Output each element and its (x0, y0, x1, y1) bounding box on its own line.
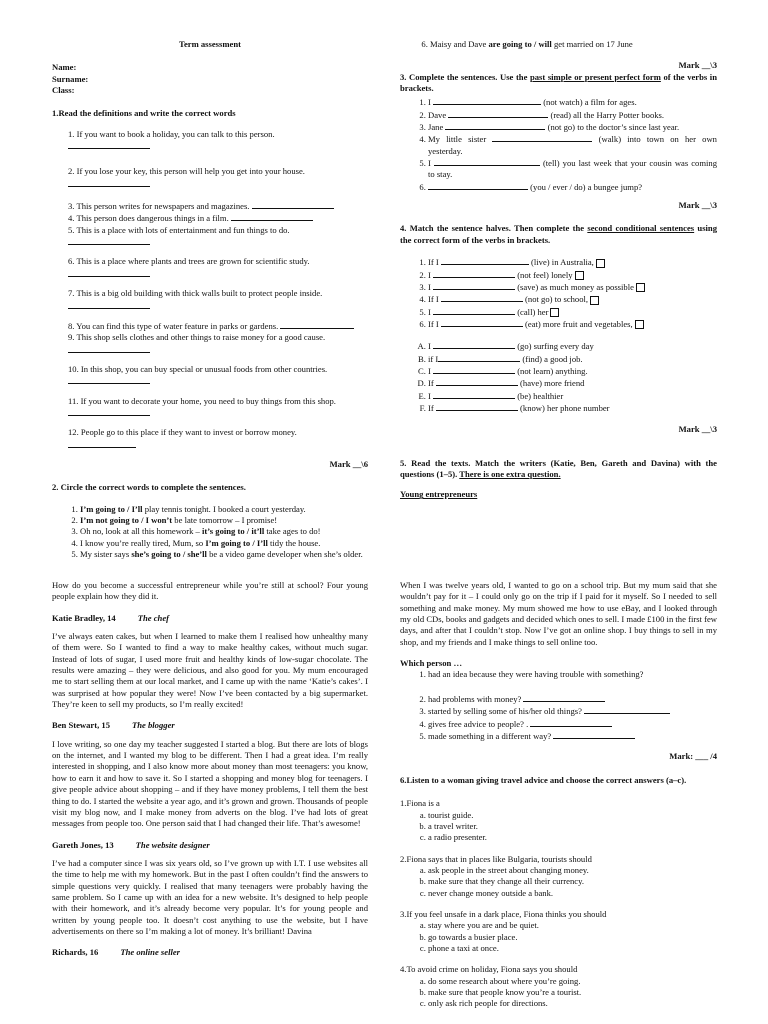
heading-text: of the verbs in brackets. (400, 71, 717, 94)
sentence-end: (tell) you last week that your cousin was coming to stay. (428, 158, 717, 180)
ex4-first-item (428, 256, 717, 268)
writer-name: Ben Stewart, 15 (52, 720, 110, 731)
sentence-start: I (428, 97, 431, 108)
ex1-item-5: 5. This is a place with lots of entertainment and fun things to do. (68, 224, 290, 235)
writer-role: The website designer (135, 839, 210, 850)
sentence-start: If I (428, 294, 439, 305)
ex5-question (428, 718, 717, 730)
sentence-end: (not watch) a film for ages. (543, 97, 637, 108)
answer-blank[interactable] (433, 96, 541, 105)
answer-blank[interactable] (523, 693, 605, 702)
sentence-start: Jane (428, 122, 444, 133)
ex6-options (400, 810, 717, 844)
sentence-start: If I (428, 318, 439, 329)
sentence-text: My sister says (80, 549, 132, 559)
answer-blank[interactable] (441, 293, 523, 302)
ex2-item (80, 504, 368, 515)
ex3-list (400, 96, 717, 193)
writer-heading (52, 840, 368, 851)
ex2-heading: 2. Circle the correct words to complete the sentences. (52, 482, 246, 493)
answer-blank[interactable] (441, 256, 529, 265)
ex1-item-12: 12. People go to this place if they want to invest or borrow money. (68, 427, 297, 438)
answer-option[interactable]: b. a travel writer. (428, 821, 717, 832)
answer-blank[interactable] (433, 269, 515, 278)
ex3-item (428, 157, 717, 181)
writer-text: I love writing, so one day my teacher suggested I started a blog. But there are lots of blogs on the internet, and I wanted my blog to be different. Then I had a great idea. I’m really interested in shopping, and I also know more about money than most teenagers: you know, how to earn it and how to save it. So I started a shopping and money blog for teenagers. I give people advice about shopping – and if they have money problems, I tell them the best thing to do. I started the website a year ago, and it’s grown and grown. Thousands of people visit my blog now, and I make money from adverts on the blog. I’ve had lots of great messages from people too. One person said that I had changed their life. That’s awesome! (52, 738, 368, 829)
ex4-second-item (428, 365, 717, 377)
answer-blank[interactable] (448, 109, 548, 118)
sentence-start: If I (428, 257, 439, 268)
choice-option[interactable]: she’s going to / she’ll (131, 549, 207, 559)
article-intro: How do you become a successful entrepreneur while you’re still at school? Four young people explain how they did it. (52, 580, 368, 602)
heading-text: using the correct form of the verbs in brackets. (400, 223, 718, 245)
answer-blank[interactable] (68, 439, 136, 448)
answer-blank[interactable] (68, 344, 150, 353)
writer-role: The online seller (120, 947, 181, 958)
writer-text: I’ve had a computer since I was six years old, so I’ve grown up with I.T. I use websites all the time to help me with my homework. But in the past I often couldn’t find the answers to simple questions very quickly. I realised that many teenagers were probably having the same problem. So I came up with an idea for a new website. It’s designed to help people with their homework, and it’s already become very popular. It’s for young people and written by young people too. It doesn’t cost anything to use the website, but I have advertisements on there so I’m making a lot of money. It’s brilliant! Davina (52, 857, 368, 936)
sentence-text: Oh no, look at all this homework – (80, 526, 202, 537)
answer-blank[interactable] (252, 200, 334, 209)
answer-blank[interactable] (231, 212, 313, 221)
answer-blank[interactable] (436, 377, 518, 386)
sentence-text: be late tomorrow – I promise! (172, 514, 278, 525)
ex6-question: 2.Fiona says that in places like Bulgaria, tourists should (400, 853, 592, 864)
ex3-mark: Mark __\3 (678, 200, 717, 211)
ex3-item (428, 133, 717, 157)
question-text: started by selling some of his/her old things? (428, 706, 582, 717)
ex1-item-2: 2. If you lose your key, this person will help you get into your house. (68, 166, 305, 177)
ex6-heading: 6.Listen to a woman giving travel advice and choose the correct answers (a–c). (400, 774, 687, 785)
answer-blank[interactable] (434, 157, 540, 166)
ex3-item (428, 181, 717, 193)
choice-option[interactable]: are going to / will (488, 39, 552, 49)
ex3-item (428, 109, 717, 121)
question-text: had an idea because they were having trouble with something? (428, 669, 644, 680)
sentence-start: If (428, 402, 434, 413)
sentence-end: (not learn) anything. (517, 365, 588, 376)
article-column (52, 580, 368, 966)
ex5-mark: Mark: ___ /4 (669, 751, 717, 762)
ex5-question (428, 669, 717, 693)
writer-role: The chef (137, 612, 169, 623)
answer-blank[interactable] (492, 133, 592, 142)
sentence-end: (know) her phone number (520, 402, 610, 413)
answer-blank[interactable] (280, 320, 354, 329)
ex4-second-item (428, 402, 717, 414)
sentence-end: (be) healthier (517, 390, 564, 401)
match-box[interactable] (590, 296, 599, 305)
answer-blank[interactable] (68, 300, 150, 309)
ex4-second-item (428, 377, 717, 389)
sentence-end: (not feel) lonely (517, 269, 573, 280)
writer-text: When I was twelve years old, I wanted to go on a school trip. But my mum said that she wouldn’t pay for it – I could only go on the trip if I paid for it myself. So I needed to sell something and make money. My mum showed me how to use eBay, and I looked through my old CDs, books and gadgets and decided which ones to sell. I made £100 in the first few days, and after that I couldn’t stop. Now I’ve got an online shop. I buy things to sell in my shop, and my friends and I make things to sell online too. (400, 580, 717, 647)
answer-blank[interactable] (68, 375, 150, 384)
sentence-end: (read) all the Harry Potter books. (550, 109, 665, 120)
answer-blank[interactable] (530, 718, 612, 727)
ex4-heading (400, 223, 717, 246)
ex4-second-item (428, 390, 717, 402)
choice-option[interactable]: I’m going to / I’ll (80, 503, 143, 514)
answer-option[interactable]: c. a radio presenter. (428, 832, 717, 843)
ex6-question: 1.Fiona is a (400, 798, 440, 809)
writer-name: Gareth Jones, 13 (52, 839, 114, 850)
heading-text: 5. Read the texts. Match the writers (Katie, Ben, Gareth and Davina) with the questions (1–5). (400, 457, 717, 479)
answer-blank[interactable] (433, 306, 515, 315)
ex1-item-10: 10. In this shop, you can buy special or unusual foods from other countries. (68, 363, 328, 374)
sentence-start: I (428, 306, 431, 317)
ex1-item-6: 6. This is a place where plants and trees are grown for scientific study. (68, 256, 310, 267)
sentence-end: (walk) into town on her own yesterday. (428, 134, 717, 156)
ex5-questions (400, 669, 717, 742)
sentence-end: (have) more friend (520, 378, 585, 389)
ex1-heading: 1.Read the definitions and write the correct words (52, 108, 236, 119)
ex1-list (52, 129, 368, 451)
sentence-text: tidy the house. (267, 537, 321, 548)
writer-heading (52, 947, 368, 958)
sentence-start: I (428, 365, 431, 376)
ex1-item-8: 8. You can find this type of water feature in parks or gardens. (68, 320, 279, 331)
answer-blank[interactable] (445, 121, 545, 130)
ex4-first-item (428, 306, 717, 318)
answer-blank[interactable] (433, 340, 515, 349)
heading-text: 3. Complete the sentences. Use the (400, 71, 530, 82)
answer-option[interactable]: a. ask people in the street about changing money. (428, 865, 717, 876)
ex5-heading (400, 458, 717, 481)
answer-blank[interactable] (441, 318, 523, 327)
ex3-item (428, 96, 717, 108)
ex2-item (80, 515, 368, 526)
ex4-second-item (428, 340, 717, 352)
question-text: gives free advice to people? . (428, 718, 529, 729)
sentence-text: be a video game developer when she’s older. (206, 549, 363, 559)
which-person-label: Which person … (400, 658, 463, 669)
sentence-start: I (428, 341, 431, 352)
ex4-first-item (428, 281, 717, 293)
answer-option[interactable]: b. go towards a busier place. (428, 932, 717, 943)
surname-field: Surname: (52, 73, 89, 84)
answer-blank[interactable] (584, 705, 670, 714)
ex1-item-4: 4. This person does dangerous things in a film. (68, 213, 229, 224)
writer-role: The blogger (132, 720, 175, 731)
answer-blank[interactable] (68, 140, 150, 149)
answer-blank[interactable] (428, 181, 528, 190)
ex1-item-7: 7. This is a big old building with thick walls built to protect people inside. (68, 288, 323, 299)
sentence-end: (live) in Australia, (531, 257, 594, 268)
answer-blank[interactable] (553, 730, 635, 739)
sentence-start: My little sister (428, 134, 487, 145)
ex4-mark: Mark __\3 (678, 424, 717, 435)
heading-text: 4. Match the sentence halves. Then complete the (400, 223, 588, 234)
answer-blank[interactable] (433, 390, 515, 399)
sentence-start: I (428, 390, 431, 401)
writer-text: I’ve always eaten cakes, but when I learned to make them I realised how unhealthy many of them were. So I wanted to find a way to make healthy cakes, without much sugar. Instead of lots of sugar, I used more fruit and healthy kinds of low-sugar chocolate. The results were amazing – they were delicious, and also good for you. My mum encouraged me to start selling them at our local market, and I came up with the name ‘Katie’s cakes’. I was surprised at how popular they were! Now I’ve been contacted by a big supermarket. They’re keen to sell my products, so I’m really excited! (52, 631, 368, 710)
sentence-start: if I (428, 353, 439, 364)
sentence-text: I know you’re really tired, Mum, so (80, 537, 206, 548)
question-text: had problems with money? (428, 694, 522, 705)
ex6-options (400, 976, 717, 1010)
answer-blank[interactable] (68, 407, 150, 416)
answer-option[interactable]: c. phone a taxi at once. (428, 943, 717, 954)
ex2-item (80, 538, 368, 549)
writer-heading (52, 613, 368, 624)
question-text: made something in a different way? (428, 731, 552, 742)
match-box[interactable] (636, 283, 645, 292)
choice-option[interactable]: I’m not going to / I won’t (80, 514, 173, 525)
answer-blank[interactable] (68, 178, 150, 187)
sentence-text: Maisy and Dave (430, 39, 489, 49)
ex4-first-halves (400, 256, 717, 330)
sentence-end: (go) surfing every day (517, 341, 594, 352)
ex1-item-9: 9. This shop sells clothes and other things to raise money for a good cause. (68, 332, 326, 343)
sentence-start: Dave (428, 109, 447, 120)
ex1-item-3: 3. This person writes for newspapers and magazines. (68, 201, 250, 212)
name-field: Name: (52, 62, 77, 73)
answer-blank[interactable] (436, 402, 518, 411)
heading-underlined: past simple or present perfect form (529, 71, 661, 82)
ex1-mark: Mark __\6 (329, 458, 368, 469)
answer-option[interactable]: a. stay where you are and be quiet. (428, 920, 717, 931)
ex5-question (428, 705, 717, 717)
sentence-end: (eat) more fruit and vegetables, (525, 318, 633, 329)
ex1-item-11: 11. If you want to decorate your home, you need to buy things from this shop. (68, 395, 336, 406)
ex6-question: 4.To avoid crime on holiday, Fiona says you should (400, 964, 578, 975)
match-box[interactable] (635, 320, 644, 329)
writer-heading (52, 720, 368, 731)
ex2-mark: Mark __\3 (678, 60, 717, 71)
heading-underlined: There is one extra question. (459, 468, 561, 479)
match-box[interactable] (596, 259, 605, 268)
answer-option[interactable]: b. make sure that people know you’re a tourist. (428, 987, 717, 998)
ex3-item (428, 121, 717, 133)
heading-underlined: second conditional sentences (587, 223, 695, 234)
sentence-text: get married on 17 June (551, 39, 633, 49)
answer-blank[interactable] (433, 281, 515, 290)
answer-blank[interactable] (433, 365, 515, 374)
ex4-first-item (428, 318, 717, 330)
ex4-first-item (428, 269, 717, 281)
ex4-first-item (428, 293, 717, 305)
sentence-end: (not go) to school, (525, 294, 589, 305)
ex2-item (80, 549, 368, 560)
sentence-start: I (428, 269, 431, 280)
ex6-options (400, 865, 717, 899)
answer-option[interactable]: c. never change money outside a bank. (428, 888, 717, 899)
answer-option[interactable]: c. only ask rich people for directions. (428, 998, 717, 1009)
class-field: Class: (52, 85, 75, 96)
answer-option[interactable]: a. tourist guide. (428, 810, 717, 821)
match-box[interactable] (550, 308, 559, 317)
sentence-end: (not go) to the doctor’s since last year. (547, 122, 680, 133)
choice-option[interactable]: I’m going to / I’ll (205, 537, 268, 548)
match-box[interactable] (575, 271, 584, 280)
ex5-question (428, 693, 717, 705)
ex2-list (52, 504, 368, 561)
sentence-end: (find) a good job. (522, 353, 583, 364)
right-top-column (400, 39, 717, 501)
sentence-end: (you / ever / do) a bungee jump? (530, 181, 643, 192)
sentence-end: (call) her (517, 306, 549, 317)
ex4-second-item (428, 353, 717, 365)
sentence-start: I (428, 158, 431, 169)
answer-option[interactable]: a. do some research about where you’re going. (428, 976, 717, 987)
page-title: Term assessment (179, 39, 241, 49)
ex1-item-1: 1. If you want to book a holiday, you can talk to this person. (68, 128, 275, 139)
article-title: Young entrepreneurs (400, 489, 478, 500)
ex2-item (430, 39, 717, 50)
writer-name: Richards, 16 (52, 947, 99, 958)
sentence-text: take ages to do! (264, 526, 321, 537)
writer-name: Katie Bradley, 14 (52, 612, 116, 623)
sentence-start: If (428, 378, 434, 389)
choice-option[interactable]: it’s going to / it’ll (201, 526, 265, 537)
ex2-list-cont (400, 39, 717, 50)
answer-blank[interactable] (68, 268, 150, 277)
ex2-item (80, 526, 368, 537)
right-bottom-column (400, 580, 717, 1010)
sentence-text: play tennis tonight. I booked a court yesterday. (142, 503, 306, 514)
ex4-second-halves (400, 340, 717, 414)
left-top-column (52, 39, 368, 560)
ex6-options (400, 920, 717, 954)
answer-blank[interactable] (68, 236, 150, 245)
sentence-end: (save) as much money as possible (517, 281, 634, 292)
ex5-question (428, 730, 717, 742)
ex3-heading (400, 72, 717, 95)
answer-blank[interactable] (438, 353, 520, 362)
answer-option[interactable]: b. make sure that they change all their currency. (428, 876, 717, 887)
sentence-start: I (428, 281, 431, 292)
ex6-question: 3.If you feel unsafe in a dark place, Fiona thinks you should (400, 908, 607, 919)
